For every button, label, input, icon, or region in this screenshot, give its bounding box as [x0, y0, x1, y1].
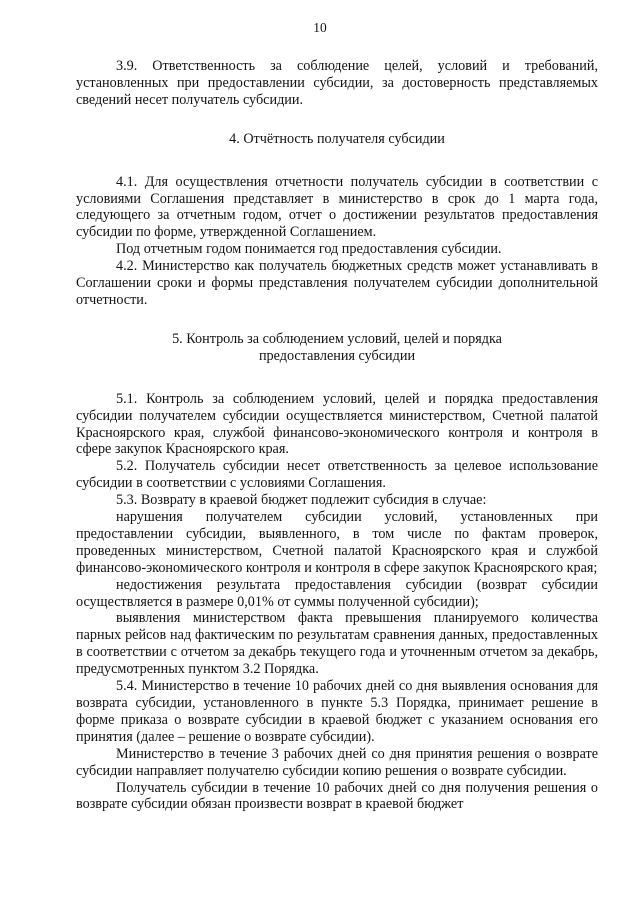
page-content [76, 58, 598, 813]
section-5-heading-line-1: 5. Контроль за соблюдением условий, целей и порядка [172, 330, 502, 347]
paragraph-4-2: 4.2. Министерство как получатель бюджетных средств может устанавливать в Соглашении сроки и формы представления получателем субсидии дополнительной отчетности. [76, 258, 598, 308]
paragraph-5-3: 5.3. Возврату в краевой бюджет подлежит субсидия в случае: [116, 492, 487, 509]
paragraph-5-2: 5.2. Получатель субсидии несет ответственность за целевое использование субсидии в соответствии с условиями Соглашения. [76, 458, 598, 492]
paragraph-4-1: 4.1. Для осуществления отчетности получатель субсидии в соответствии с условиями Соглашения представляет в министерство в срок до 1 марта года, следующего за отчетным годом, отчет о достижении результатов предоставления субсидии по форме, утвержденной Соглашением. [76, 173, 598, 241]
paragraph-5-3-case-trips: выявления министерством факта превышения планируемого количества парных рейсов над фактическим по результатам сравнения данных, предоставленных в соответствии с отчетом за декабрь текущего года и уточненным отчетом за декабрь, предусмотренных пунктом 3.2 Порядка. [76, 610, 598, 678]
section-4-heading: 4. Отчётность получателя субсидии [229, 130, 445, 147]
paragraph-5-3-case-result: недостижения результата предоставления субсидии (возврат субсидии осуществляется в размере 0,01% от суммы полученной субсидии); [76, 576, 598, 610]
section-5-heading-line-2: предоставления субсидии [258, 347, 416, 364]
paragraph-3-9: 3.9. Ответственность за соблюдение целей, условий и требований, установленных при предоставлении субсидии, за достоверность представляемых сведений несет получатель субсидии. [76, 58, 598, 108]
paragraph-5-4-notice: Министерство в течение 3 рабочих дней со дня принятия решения о возврате субсидии направляет получателю субсидии копию решения о возврате субсидии. [76, 745, 598, 779]
paragraph-5-4-refund: Получатель субсидии в течение 10 рабочих дней со дня получения решения о возврате субсидии обязан произвести возврат в краевой бюджет [76, 779, 598, 813]
paragraph-5-1: 5.1. Контроль за соблюдением условий, целей и порядка предоставления субсидии получателем субсидии осуществляется министерством, Счетной палатой Красноярского края, службой финансово-экономического контроля и контроля в сфере закупок Красноярского края. [76, 390, 598, 458]
paragraph-5-4: 5.4. Министерство в течение 10 рабочих дней со дня выявления основания для возврата субсидии, установленного в пункте 5.3 Порядка, принимает решение в форме приказа о возврате субсидии в краевой бюджет с указанием основания его принятия (далее – решение о возврате субсидии). [76, 678, 598, 745]
page-number: 10 [313, 20, 327, 35]
paragraph-5-3-case-violation: нарушения получателем субсидии условий, установленных при предоставлении субсидии, выявленного, в том числе по фактам проверок, проведенных министерством, Счетной палатой Красноярского края и службой финансово-экономического контроля и контроля в сфере закупок Красноярского края; [76, 509, 598, 576]
paragraph-4-1-note: Под отчетным годом понимается год предоставления субсидии. [116, 241, 502, 258]
